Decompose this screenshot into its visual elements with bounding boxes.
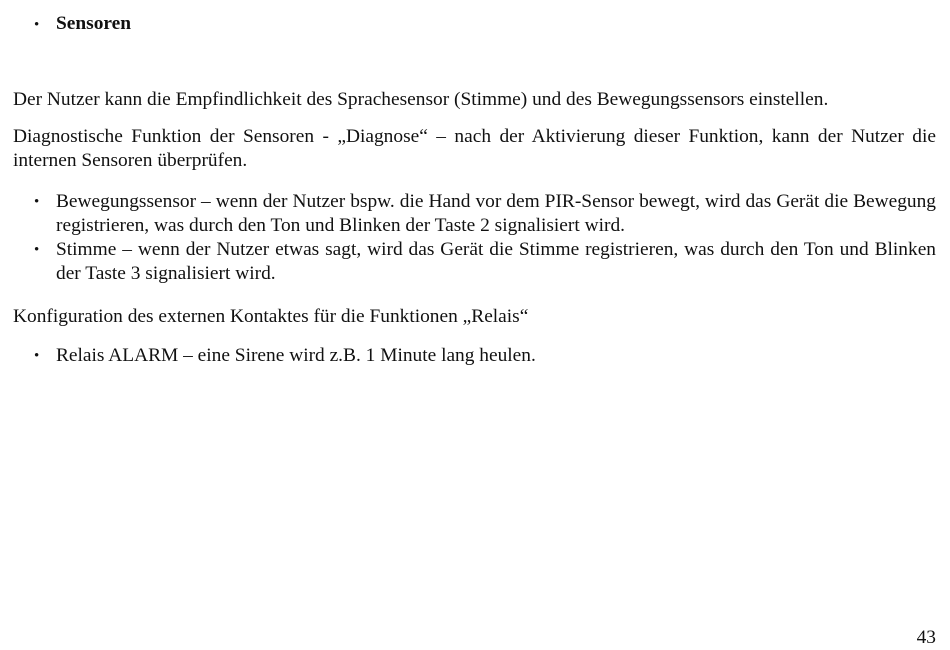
relay-list (34, 344, 936, 368)
bullet-icon: • (34, 348, 40, 364)
bullet-icon: • (34, 17, 40, 33)
paragraph-sensitivity: Der Nutzer kann die Empfindlichkeit des Sprachesensor (Stimme) und des Bewegungssensors einstellen. (13, 89, 829, 110)
list-item (34, 238, 936, 286)
paragraph-diagnostics: Diagnostische Funktion der Sensoren - „Diagnose“ – nach der Aktivierung dieser Funktion, kann der Nutzer die internen Sensoren überprüfen. (13, 126, 936, 171)
list-item (34, 190, 936, 238)
list-item-text: Bewegungssensor – wenn der Nutzer bspw. die Hand vor dem PIR-Sensor bewegt, wird das Gerät die Bewegung registrieren, was durch den Ton und Blinken der Taste 2 signalisiert wird. (56, 191, 936, 236)
paragraph-relay-config: Konfiguration des externen Kontaktes für die Funktionen „Relais“ (13, 306, 529, 327)
page-number: 43 (916, 627, 936, 648)
bullet-icon: • (34, 242, 40, 258)
bullet-icon: • (34, 194, 40, 210)
section-heading (34, 12, 914, 37)
section-heading-text: Sensoren (56, 13, 132, 34)
list-item-text: Relais ALARM – eine Sirene wird z.B. 1 Minute lang heulen. (56, 345, 536, 366)
sensor-list (34, 190, 936, 286)
list-item-text: Stimme – wenn der Nutzer etwas sagt, wird das Gerät die Stimme registrieren, was durch den Ton und Blinken der Taste 3 signalisiert wird. (56, 239, 936, 284)
list-item (34, 344, 936, 368)
